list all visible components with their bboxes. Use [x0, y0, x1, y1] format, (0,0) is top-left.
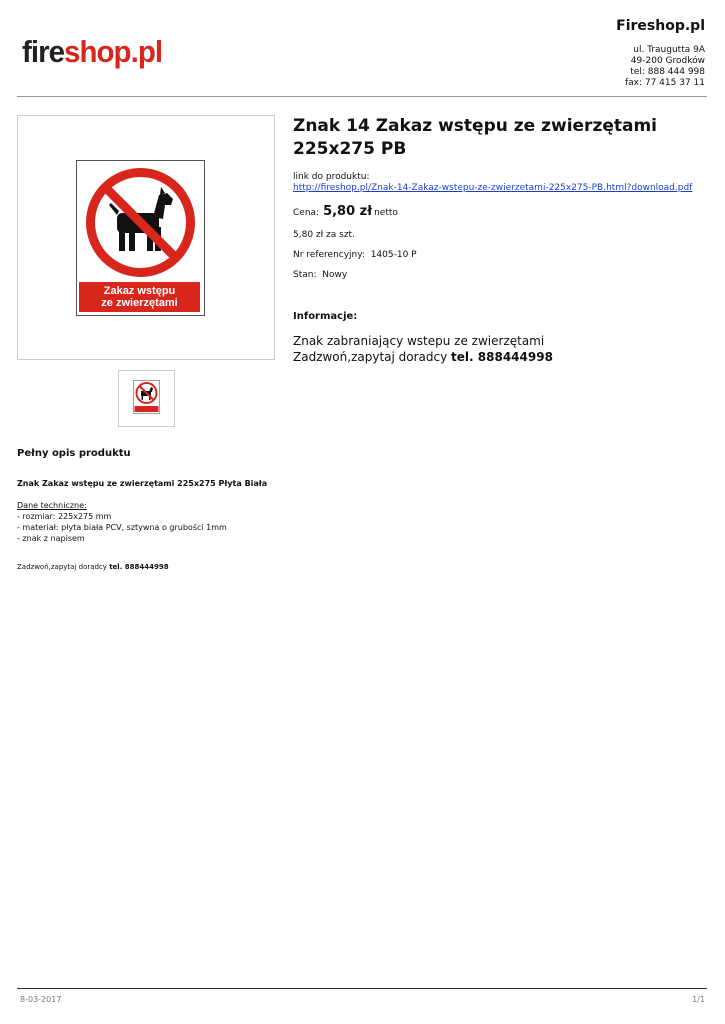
address-city: 49-200 Grodków	[630, 56, 705, 66]
address-fax: fax: 77 415 37 11	[624, 78, 705, 88]
state-value: Nowy	[322, 270, 348, 280]
technical-item: - znak z napisem	[17, 534, 85, 543]
price-row	[293, 204, 398, 219]
unit-price: 5,80 zł za szt.	[293, 230, 355, 240]
header-divider	[17, 96, 707, 97]
product-image-sign[interactable]	[76, 160, 205, 316]
full-description-heading: Pełny opis produktu	[17, 448, 131, 459]
price-value: 5,80 zł	[323, 204, 373, 219]
reference-label: Nr referencyjny:	[293, 250, 365, 260]
technical-data	[17, 500, 227, 544]
shop-name: Fireshop.pl	[616, 18, 705, 34]
footer-divider	[17, 988, 707, 989]
price-suffix: netto	[374, 208, 398, 218]
product-link-label: link do produktu:	[293, 172, 370, 182]
no-dogs-thumbnail-icon	[133, 380, 160, 414]
footer-page-number: 1/1	[692, 995, 705, 1004]
info-phone: tel. 888444998	[451, 350, 553, 364]
description-call	[17, 563, 169, 571]
reference-number	[293, 250, 417, 260]
footer-date: 8-03-2017	[20, 995, 62, 1004]
info-heading: Informacje:	[293, 311, 358, 322]
logo-text-shop: shop.pl	[64, 34, 163, 69]
info-line-1: Znak zabraniający wstepu ze zwierzętami	[293, 334, 545, 348]
description-subtitle: Znak Zakaz wstępu ze zwierzętami 225x275 Płyta Biała	[17, 479, 268, 488]
info-text	[293, 333, 553, 365]
product-link[interactable]: http://fireshop.pl/Znak-14-Zakaz-wstepu-ze-zwierzetami-225x275-PB.html?download.pdf	[293, 183, 693, 193]
technical-item: - rozmiar: 225x275 mm	[17, 512, 112, 521]
fireshop-logo	[22, 34, 162, 70]
product-state	[293, 270, 347, 280]
address-phone: tel: 888 444 998	[630, 67, 705, 77]
shop-address	[625, 45, 705, 89]
info-call-text: Zadzwoń,zapytaj doradcy	[293, 350, 448, 364]
address-street: ul. Traugutta 9A	[633, 45, 705, 55]
product-title: Znak 14 Zakaz wstępu ze zwierzętami 225x275 PB	[293, 116, 658, 159]
price-label: Cena:	[293, 208, 320, 218]
sign-label-band	[79, 282, 200, 312]
no-dogs-icon	[81, 165, 200, 280]
description-phone: tel. 888444998	[109, 563, 169, 571]
info-line-2	[293, 349, 553, 365]
technical-data-label: Dane techniczne:	[17, 501, 87, 510]
sign-label-line1: Zakaz wstępu	[103, 285, 176, 297]
product-thumbnail[interactable]	[118, 370, 175, 427]
reference-value: 1405-10 P	[370, 250, 417, 260]
sign-label-line2: ze zwierzętami	[101, 297, 178, 309]
state-label: Stan:	[293, 270, 317, 280]
description-call-text: Zadzwoń,zapytaj doradcy	[17, 563, 107, 571]
technical-item: - materiał: płyta biała PCV, sztywna o grubości 1mm	[17, 523, 227, 532]
logo-text-fire: fire	[22, 34, 65, 69]
